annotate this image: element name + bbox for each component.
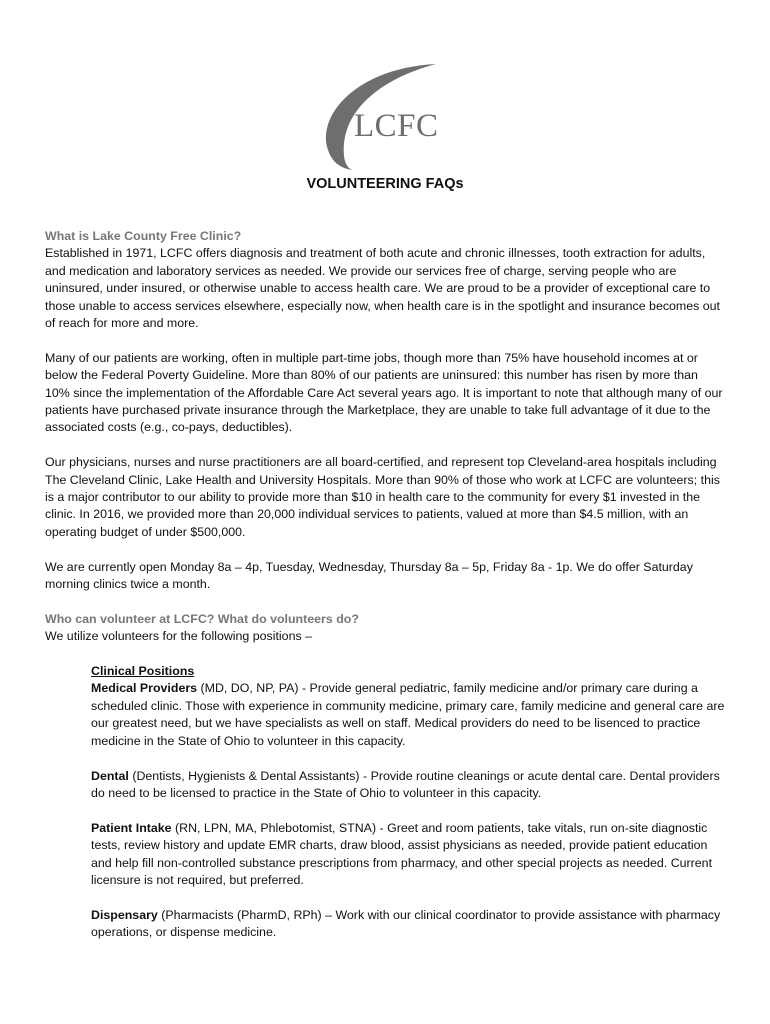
logo-text: LCFC [354,108,439,144]
lcfc-logo [318,64,443,174]
paragraph: We utilize volunteers for the following positions – [45,629,312,644]
paragraph: Many of our patients are working, often in multiple part-time jobs, though more than 75% have household incomes at or below the Federal Poverty Guideline. More than 80% of our patients are uninsured: this number has risen by more than 10% since the implementation of the Affordable Care Act several years ago. It is important to note that although many of our patients have purchased private insurance through the Marketplace, they are unable to take full advantage of it due to the associated costs (e.g., co-pays, deductibles). [45,350,723,435]
position-item [91,820,725,890]
positions-list [91,663,725,941]
position-title: Dental [91,768,129,783]
document-body [45,228,725,942]
position-item [91,663,725,750]
position-title: Dispensary [91,907,158,922]
position-description: (Dentists, Hygienists & Dental Assistants) - Provide routine cleanings or acute dental care. Dental providers do need to be licensed to practice in the State of Ohio to volunteer in this capacity. [91,768,720,800]
question-heading: Who can volunteer at LCFC? What do volunteers do? [45,611,359,626]
position-description: (MD, DO, NP, PA) - Provide general pediatric, family medicine and/or primary care during a scheduled clinic. Those with experience in community medicine, primary care, family medicine and general care are our greatest need, but we have specialists as well on staff. Medical providers do need to be lisenced to practice medicine in the State of Ohio to volunteer in this capacity. [91,681,725,748]
position-title: Patient Intake [91,820,172,835]
section-what-is [45,228,725,332]
page-title: VOLUNTEERING FAQs [306,176,464,192]
position-description: (Pharmacists (PharmD, RPh) – Work with our clinical coordinator to provide assistance with pharmacy operations, or dispense medicine. [91,907,721,940]
position-title: Medical Providers [91,681,198,696]
clinical-positions-heading: Clinical Positions [91,664,195,679]
paragraph: Established in 1971, LCFC offers diagnosis and treatment of both acute and chronic illnesses, tooth extraction for adults, and medication and laboratory services as needed. We provide our services free of charge, serving people who are uninsured, under insured, or otherwise unable to access health care. We are proud to be a provider of exceptional care to those unable to access services elsewhere, especially now, when health care is in the spotlight and insurance becomes out of reach for more and more. [45,246,720,331]
paragraph: We are currently open Monday 8a – 4p, Tuesday, Wednesday, Thursday 8a – 5p, Friday 8a - 1p. We do offer Saturday morning clinics twice a month. [45,559,693,592]
position-description: (RN, LPN, MA, Phlebotomist, STNA) - Greet and room patients, take vitals, run on-site diagnostic tests, review history and update EMR charts, draw blood, assist physicians as needed, provide patient education and help fill non-controlled substance prescriptions from pharmacy, and other special projects as needed. Current licensure is not required, but preferred. [91,820,713,887]
question-heading: What is Lake County Free Clinic? [45,229,242,243]
position-item [91,768,725,803]
paragraph: Our physicians, nurses and nurse practitioners are all board-certified, and represent top Cleveland-area hospitals including The Cleveland Clinic, Lake Health and University Hospitals. More than 90% of those who work at LCFC are volunteers; this is a major contributor to our ability to provide more than $10 in health care to the community for every $1 invested in the clinic. In 2016, we provided more than 20,000 individual services to patients, valued at more than $4.5 million, with an operating budget of under $500,000. [45,455,720,539]
position-item [91,907,725,942]
section-who-can-volunteer [45,611,725,646]
